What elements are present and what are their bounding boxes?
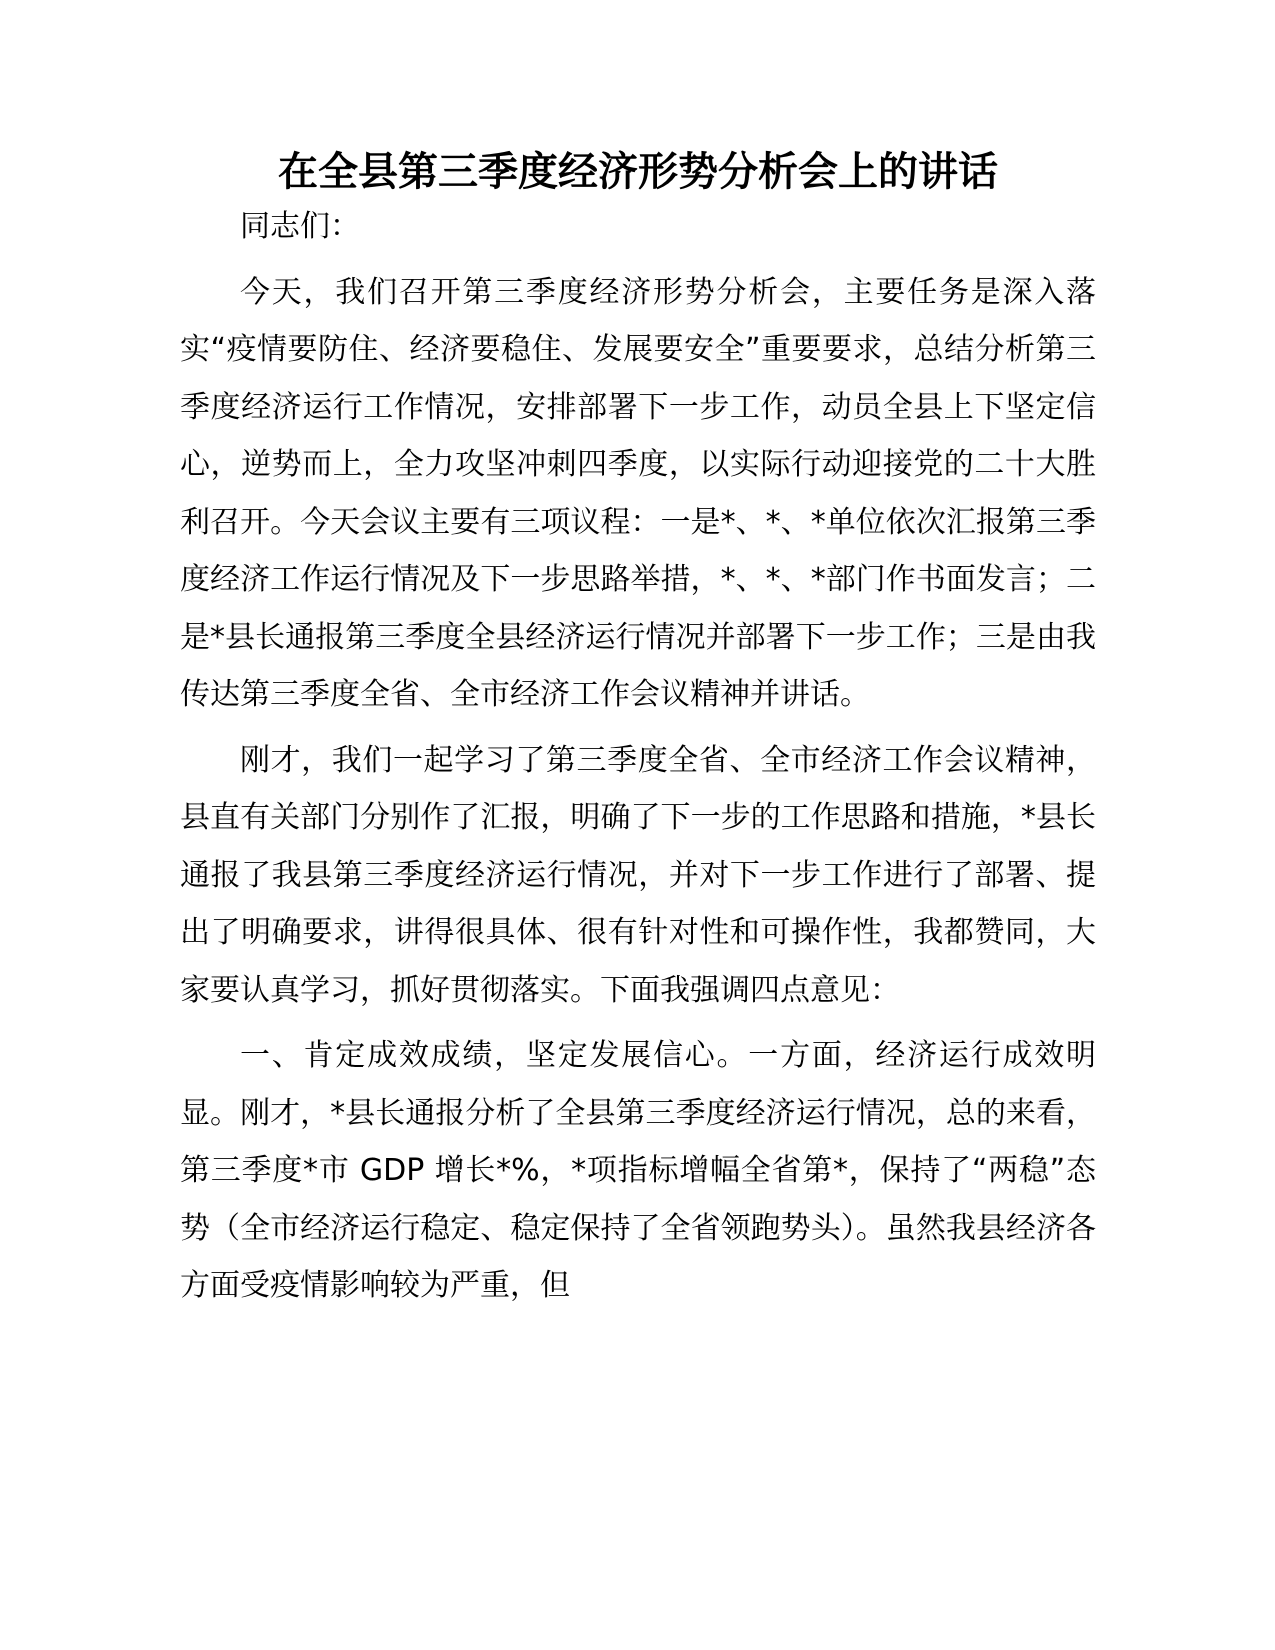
document-body [180,198,1096,1315]
paragraph-salutation: 同志们： [240,209,360,244]
paragraph-2: 刚才，我们一起学习了第三季度全省、全市经济工作会议精神，县直有关部门分别作了汇报，明确了下一步的工作思路和措施，*县长通报了我县第三季度经济运行情况，并对下一步工作进行了部署、提出了明确要求，讲得很具体、很有针对性和可操作性，我都赞同，大家要认真学习，抓好贯彻落实。下面我强调四点意见： [180,742,1096,1008]
paragraph-3: 一、肯定成效成绩，坚定发展信心。一方面，经济运行成效明显。刚才，*县长通报分析了全县第三季度经济运行情况，总的来看，第三季度*市 GDP 增长*%，*项指标增幅全省第*，保持了“两稳”态势（全市经济运行稳定、稳定保持了全省领跑势头）。虽然我县经济各方面受疫情影响较为严重，但 [180,1038,1096,1303]
document-title: 在全县第三季度经济形势分析会上的讲话 [278,149,998,195]
paragraph-1: 今天，我们召开第三季度经济形势分析会，主要任务是深入落实“疫情要防住、经济要稳住、发展要安全”重要要求，总结分析第三季度经济运行工作情况，安排部署下一步工作，动员全县上下坚定信心，逆势而上，全力攻坚冲刺四季度，以实际行动迎接党的二十大胜利召开。今天会议主要有三项议程：一是*、*、*单位依次汇报第三季度经济工作运行情况及下一步思路举措，*、*、*部门作书面发言；二是*县长通报第三季度全县经济运行情况并部署下一步工作；三是由我传达第三季度全省、全市经济工作会议精神并讲话。 [180,274,1096,712]
